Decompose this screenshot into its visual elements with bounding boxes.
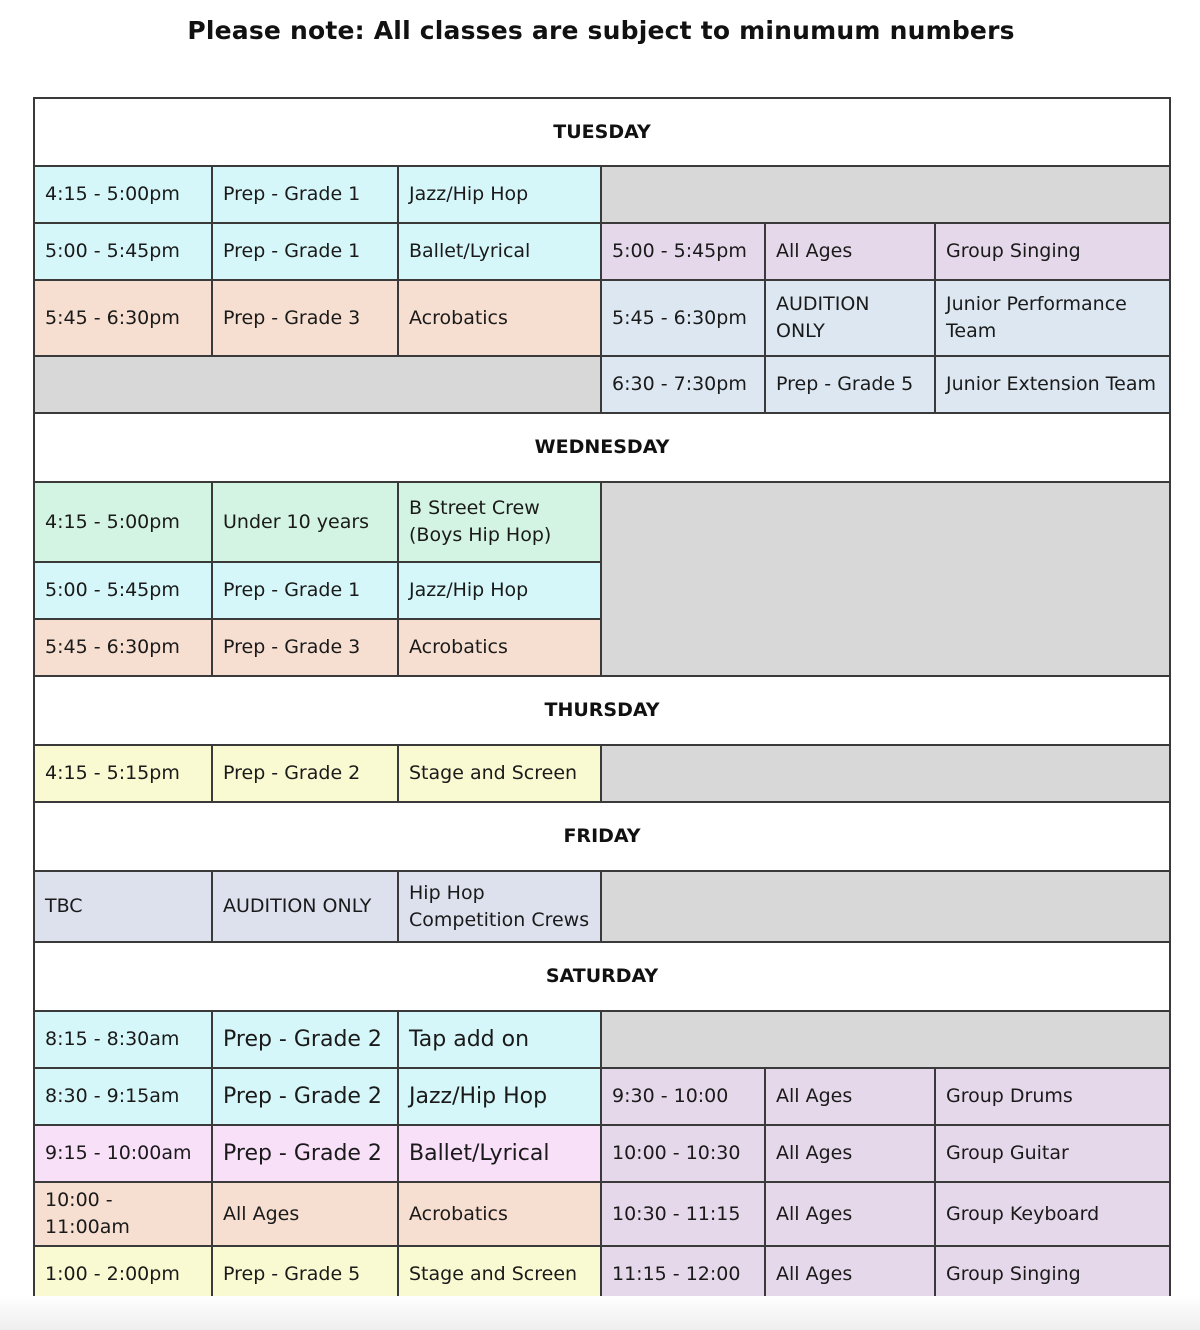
class-time: 10:30 - 11:15 bbox=[601, 1182, 765, 1246]
class-time: 9:15 - 10:00am bbox=[34, 1125, 212, 1182]
class-age-group: AUDITION ONLY bbox=[765, 280, 935, 356]
class-age-group: Prep - Grade 2 bbox=[212, 745, 398, 802]
day-heading-saturday: SATURDAY bbox=[34, 942, 1170, 1011]
class-name: Acrobatics bbox=[398, 280, 601, 356]
class-name: Jazz/Hip Hop bbox=[398, 166, 601, 223]
class-name: B Street Crew (Boys Hip Hop) bbox=[398, 482, 601, 562]
table-row bbox=[34, 223, 1170, 280]
class-name: Group Guitar bbox=[935, 1125, 1170, 1182]
class-time: 10:00 - 11:00am bbox=[34, 1182, 212, 1246]
table-row bbox=[34, 871, 1170, 942]
day-heading-tuesday: TUESDAY bbox=[34, 98, 1170, 166]
day-header-row bbox=[34, 802, 1170, 871]
table-row bbox=[34, 482, 1170, 562]
empty-cell bbox=[601, 745, 1170, 802]
class-time: 8:15 - 8:30am bbox=[34, 1011, 212, 1068]
class-time: 5:45 - 6:30pm bbox=[601, 280, 765, 356]
class-name: Acrobatics bbox=[398, 619, 601, 676]
table-row bbox=[34, 1246, 1170, 1303]
class-time: 8:30 - 9:15am bbox=[34, 1068, 212, 1125]
class-age-group: Prep - Grade 2 bbox=[212, 1068, 398, 1125]
class-time: 6:30 - 7:30pm bbox=[601, 356, 765, 413]
class-time: 5:00 - 5:45pm bbox=[34, 223, 212, 280]
class-name: Group Drums bbox=[935, 1068, 1170, 1125]
class-name: Junior Performance Team bbox=[935, 280, 1170, 356]
class-age-group: Prep - Grade 3 bbox=[212, 280, 398, 356]
empty-cell bbox=[601, 166, 1170, 223]
class-age-group: All Ages bbox=[765, 1246, 935, 1303]
empty-cell bbox=[601, 482, 1170, 676]
class-name: Junior Extension Team bbox=[935, 356, 1170, 413]
class-age-group: Prep - Grade 3 bbox=[212, 619, 398, 676]
class-age-group: Prep - Grade 2 bbox=[212, 1011, 398, 1068]
class-name: Jazz/Hip Hop bbox=[398, 562, 601, 619]
class-name: Ballet/Lyrical bbox=[398, 1125, 601, 1182]
class-age-group: All Ages bbox=[765, 1125, 935, 1182]
class-time: 5:00 - 5:45pm bbox=[34, 562, 212, 619]
class-age-group: Under 10 years bbox=[212, 482, 398, 562]
class-time: 4:15 - 5:00pm bbox=[34, 482, 212, 562]
class-age-group: Prep - Grade 1 bbox=[212, 562, 398, 619]
class-age-group: Prep - Grade 1 bbox=[212, 223, 398, 280]
class-name: Stage and Screen bbox=[398, 745, 601, 802]
class-timetable bbox=[33, 97, 1171, 1304]
minimum-numbers-note: Please note: All classes are subject to minumum numbers bbox=[187, 16, 1015, 45]
class-time: 11:15 - 12:00 bbox=[601, 1246, 765, 1303]
class-age-group: All Ages bbox=[765, 223, 935, 280]
class-time: 5:00 - 5:45pm bbox=[601, 223, 765, 280]
class-name: Acrobatics bbox=[398, 1182, 601, 1246]
empty-cell bbox=[601, 871, 1170, 942]
day-header-row bbox=[34, 676, 1170, 745]
class-time: 10:00 - 10:30 bbox=[601, 1125, 765, 1182]
class-age-group: Prep - Grade 5 bbox=[765, 356, 935, 413]
empty-cell bbox=[601, 1011, 1170, 1068]
class-time: TBC bbox=[34, 871, 212, 942]
day-header-row bbox=[34, 942, 1170, 1011]
class-age-group: All Ages bbox=[212, 1182, 398, 1246]
table-row bbox=[34, 1182, 1170, 1246]
class-name: Group Keyboard bbox=[935, 1182, 1170, 1246]
class-age-group: Prep - Grade 5 bbox=[212, 1246, 398, 1303]
class-time: 4:15 - 5:00pm bbox=[34, 166, 212, 223]
class-age-group: All Ages bbox=[765, 1068, 935, 1125]
empty-cell bbox=[34, 356, 601, 413]
class-name: Tap add on bbox=[398, 1011, 601, 1068]
class-age-group: AUDITION ONLY bbox=[212, 871, 398, 942]
table-row bbox=[34, 356, 1170, 413]
table-row bbox=[34, 1011, 1170, 1068]
class-time: 5:45 - 6:30pm bbox=[34, 280, 212, 356]
class-name: Group Singing bbox=[935, 223, 1170, 280]
class-name: Jazz/Hip Hop bbox=[398, 1068, 601, 1125]
table-row bbox=[34, 1068, 1170, 1125]
class-time: 9:30 - 10:00 bbox=[601, 1068, 765, 1125]
table-row bbox=[34, 166, 1170, 223]
page-bottom-edge bbox=[0, 1296, 1200, 1330]
table-row bbox=[34, 745, 1170, 802]
day-heading-wednesday: WEDNESDAY bbox=[34, 413, 1170, 482]
table-row bbox=[34, 280, 1170, 356]
day-heading-friday: FRIDAY bbox=[34, 802, 1170, 871]
table-row bbox=[34, 1125, 1170, 1182]
class-name: Stage and Screen bbox=[398, 1246, 601, 1303]
class-time: 1:00 - 2:00pm bbox=[34, 1246, 212, 1303]
class-age-group: Prep - Grade 2 bbox=[212, 1125, 398, 1182]
day-header-row bbox=[34, 98, 1170, 166]
class-time: 5:45 - 6:30pm bbox=[34, 619, 212, 676]
class-time: 4:15 - 5:15pm bbox=[34, 745, 212, 802]
day-heading-thursday: THURSDAY bbox=[34, 676, 1170, 745]
class-age-group: Prep - Grade 1 bbox=[212, 166, 398, 223]
day-header-row bbox=[34, 413, 1170, 482]
class-name: Hip Hop Competition Crews bbox=[398, 871, 601, 942]
class-age-group: All Ages bbox=[765, 1182, 935, 1246]
class-name: Ballet/Lyrical bbox=[398, 223, 601, 280]
class-name: Group Singing bbox=[935, 1246, 1170, 1303]
